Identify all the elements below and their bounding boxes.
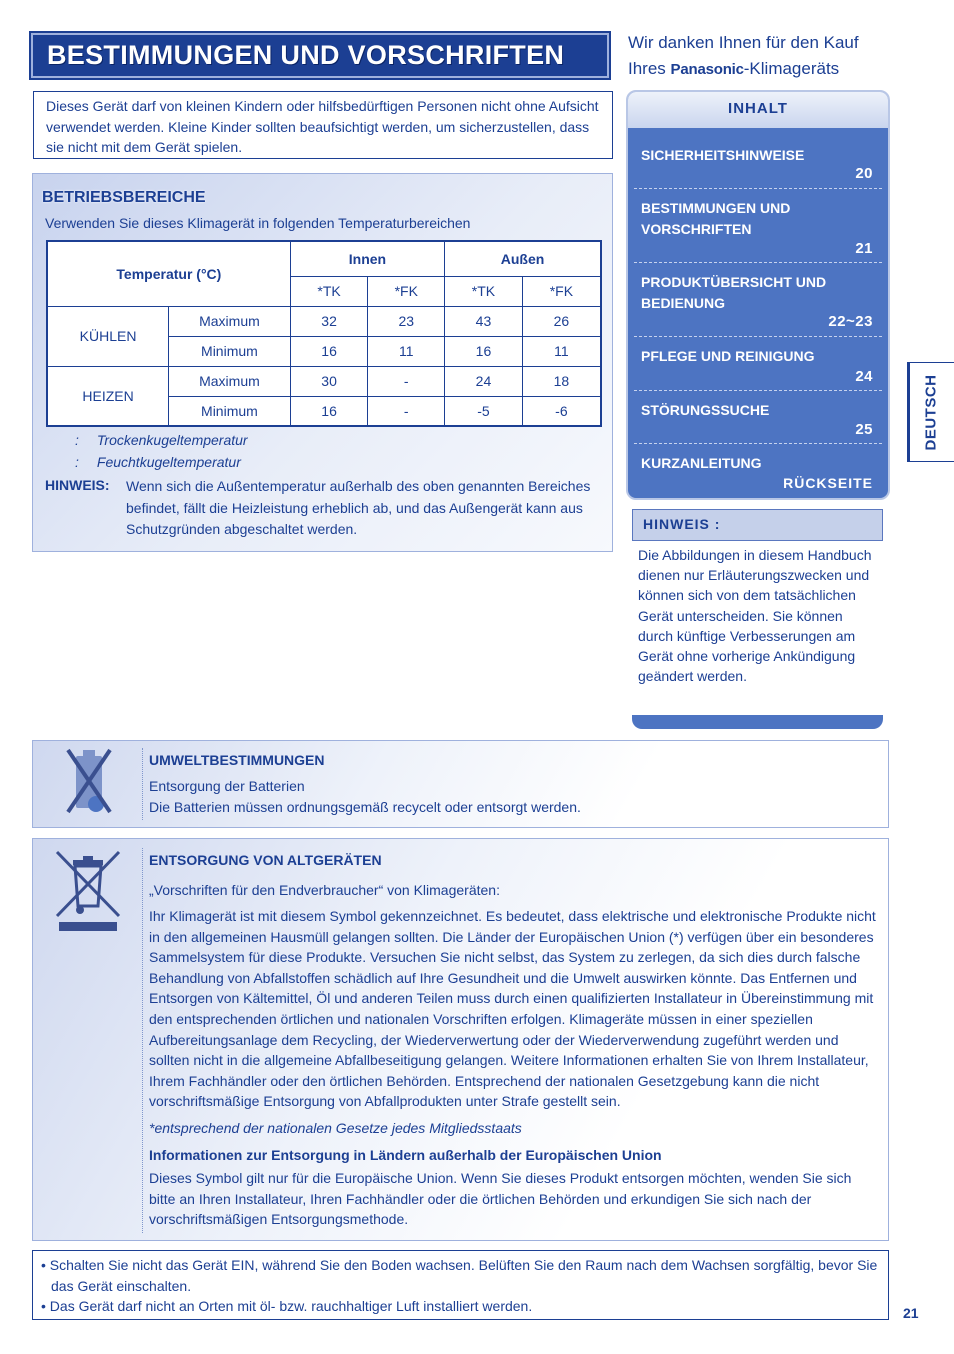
toc-item-label: SICHERHEITSHINWEISE — [641, 147, 805, 163]
crossed-wheelie-bin-icon — [55, 850, 121, 932]
side-note-title: HINWEIS : — [643, 516, 721, 532]
table-level-cell: Maximum — [169, 366, 291, 396]
table-cell: - — [368, 366, 445, 396]
legend-text: Feuchtkugeltemperatur — [96, 454, 241, 470]
table-cell: 23 — [368, 306, 445, 336]
table-cell: 18 — [522, 366, 601, 396]
toc-item-sicherheitshinweise[interactable] — [641, 145, 883, 166]
hint-label: HINWEIS: — [45, 477, 110, 493]
crossed-battery-icon — [62, 746, 116, 816]
toc-item-label: STÖRUNGSSUCHE — [641, 402, 770, 418]
table-cell: 32 — [290, 306, 368, 336]
operating-ranges-intro: Verwenden Sie dieses Klimagerät in folgenden Temperaturbereichen — [45, 215, 471, 231]
table-cell: -6 — [522, 396, 601, 426]
page-title: BESTIMMUNGEN UND VORSCHRIFTEN — [47, 40, 565, 70]
notice-item: • Das Gerät darf nicht an Orten mit öl- bzw. rauchhaltiger Luft installiert werden. — [41, 1298, 533, 1314]
table-level-cell: Minimum — [169, 396, 291, 426]
language-label: DEUTSCH — [922, 373, 940, 451]
thanks-note — [628, 30, 898, 83]
environment-line-1: Entsorgung der Batterien — [149, 778, 305, 794]
table-sub-header: *TK — [290, 276, 368, 306]
table-group-outside: Außen — [445, 241, 601, 276]
toc-header-label: INHALT — [728, 100, 788, 117]
outside-eu-title: Informationen zur Entsorgung in Ländern außerhalb der Europäischen Union — [149, 1147, 662, 1163]
toc-item-label: BESTIMMUNGEN UND VORSCHRIFTEN — [641, 200, 791, 237]
table-corner-header: Temperatur (°C) — [47, 241, 290, 306]
toc-divider — [634, 390, 882, 391]
temperature-range-table — [46, 240, 602, 427]
outside-eu-text: Dieses Symbol gilt nur für die Europäische Union. Wenn Sie dieses Produkt entsorgen möchten, wenden Sie sich bitte an Ihren Installateur, Ihren Fachhändler oder die örtlichen Behörden und erkundigen Sie sich nach der vorschriftsmäßigen Entsorgungsmethode. — [149, 1170, 852, 1228]
thanks-line-1: Wir danken Ihnen für den Kauf — [628, 33, 859, 52]
table-group-inside: Innen — [290, 241, 444, 276]
hint-text: Wenn sich die Außentemperatur außerhalb des oben genannten Bereiches befindet, fällt die Heizleistung erheblich ab, und das Außengerät kann aus Schutzgründen abgeschaltet werden. — [126, 478, 591, 537]
table-cell: 30 — [290, 366, 368, 396]
toc-header — [628, 92, 888, 128]
table-cell: 11 — [522, 336, 601, 366]
page-title-banner — [31, 33, 609, 78]
thanks-line-2 — [628, 56, 898, 83]
table-row — [47, 306, 601, 336]
toc-item-produktuebersicht[interactable] — [641, 272, 883, 314]
toc-divider — [634, 262, 882, 263]
thanks-suffix: -Klimageräts — [743, 59, 840, 78]
thanks-prefix: Ihres — [628, 59, 671, 78]
table-cell: 11 — [368, 336, 445, 366]
language-tab[interactable] — [908, 362, 954, 462]
disposal-intro: „Vorschriften für den Endverbraucher“ von Klimageräten: — [149, 882, 500, 898]
installation-notice — [32, 1250, 889, 1320]
disposal-title: ENTSORGUNG VON ALTGERÄTEN — [149, 852, 382, 868]
table-cell: 16 — [290, 396, 368, 426]
toc-page-number: 25 — [855, 421, 873, 438]
table-cell: - — [368, 396, 445, 426]
toc-item-label: KURZANLEITUNG — [641, 455, 762, 471]
table-mode-cell: HEIZEN — [47, 366, 169, 426]
table-cell: 24 — [445, 366, 523, 396]
toc-page-number: RÜCKSEITE — [783, 475, 873, 491]
child-safety-notice: Dieses Gerät darf von kleinen Kindern oder hilfsbedürftigen Personen nicht ohne Aufsicht verwendet werden. Kleine Kinder sollten beaufsichtigt werden, um sicherzustellen, dass sie nicht mit dem Gerät spielen. — [33, 91, 613, 159]
environment-title: UMWELTBESTIMMUNGEN — [149, 752, 325, 768]
legend-prefix: : — [75, 432, 79, 448]
environment-line-2: Die Batterien müssen ordnungsgemäß recycelt oder entsorgt werden. — [149, 798, 581, 815]
table-sub-header: *FK — [368, 276, 445, 306]
section-divider — [142, 748, 143, 820]
disposal-footnote: *entsprechend der nationalen Gesetze jedes Mitgliedsstaats — [149, 1120, 522, 1136]
toc-item-bestimmungen[interactable] — [641, 198, 883, 240]
table-cell: 16 — [290, 336, 368, 366]
toc-page-number: 20 — [855, 165, 873, 182]
operating-ranges-heading: BETRIEBSBEREICHE — [42, 189, 206, 206]
table-cell: 43 — [445, 306, 523, 336]
side-note-header — [632, 509, 883, 541]
notice-item: • Schalten Sie nicht das Gerät EIN, während Sie den Boden wachsen. Belüften Sie den Raum nach dem Wachsen sorgfältig, bevor Sie das Gerät einschalten. — [41, 1257, 878, 1294]
table-level-cell: Maximum — [169, 306, 291, 336]
toc-item-label: PFLEGE UND REINIGUNG — [641, 348, 815, 364]
table-sub-header: *FK — [522, 276, 601, 306]
toc-item-pflege[interactable] — [641, 346, 883, 367]
legend-text: Trockenkugeltemperatur — [96, 432, 248, 448]
disposal-body: Ihr Klimagerät ist mit diesem Symbol gekennzeichnet. Es bedeutet, dass elektrische und elektronische Produkte nicht in den allgemeinen Hausmüll gelangen sollten. Die Länder der Europäischen Union (*) verfügen über ein besonderes Sammelsystem für diese Produkte. Versuchen Sie nicht selbst, das System zu zerlegen, da sich dies durch falsche Behandlung von Abfallstoffen schädlich auf Ihre Gesundheit und die Umwelt auswirken könnte. Das Entfernen und Entsorgen von Kältemittel, Öl und anderen Teilen muss durch einen qualifizierten Installateur in Übereinstimmung mit den entsprechenden örtlichen und nationalen Vorschriften erfolgen. Klimageräte müssen in einer speziellen Aufbereitungsanlage dem Recycling, der Wiederverwertung oder der Wiederverwendung zugeführt werden und sollten nicht in die allgemeine Abfallbeseitigung gelangen. Weitere Informationen erhalten Sie von Ihrem Installateur, Ihrem Fachhändler oder den örtlichen Behörden. Entsprechend der nationalen Gesetzgebung kann die nicht vorschriftsmäßige Entsorgung von Abfallprodukten unter Strafe gestellt sein. — [149, 908, 876, 1110]
environment-text — [149, 776, 881, 817]
legend-prefix: : — [75, 454, 79, 470]
legend-wet-bulb — [75, 454, 241, 470]
toc-page-number: 24 — [855, 368, 873, 385]
section-divider — [142, 848, 143, 1233]
table-cell: 26 — [522, 306, 601, 336]
toc-page-number: 21 — [855, 240, 873, 257]
toc-item-label: PRODUKTÜBERSICHT UND BEDIENUNG — [641, 274, 827, 311]
toc-page-number: 22~23 — [828, 313, 873, 330]
page-number: 21 — [903, 1305, 919, 1321]
toc-divider — [634, 336, 882, 337]
table-sub-header: *TK — [445, 276, 523, 306]
side-note-text: Die Abbildungen in diesem Handbuch dienen nur Erläuterungszwecken und können sich von dem tatsächlichen Gerät unterscheiden. Sie können durch künftige Verbesserungen am Gerät ohne vorherige Ankündigung geändert werden. — [632, 541, 883, 729]
toc-item-kurzanleitung[interactable] — [641, 453, 883, 474]
legend-dry-bulb — [75, 432, 248, 448]
toc-item-stoerungssuche[interactable] — [641, 400, 883, 421]
table-cell: -5 — [445, 396, 523, 426]
table-mode-cell: KÜHLEN — [47, 306, 169, 366]
toc-divider — [634, 443, 882, 444]
brand-name: Panasonic — [670, 61, 744, 78]
toc-divider — [634, 188, 882, 189]
table-row — [47, 366, 601, 396]
table-cell: 16 — [445, 336, 523, 366]
table-level-cell: Minimum — [169, 336, 291, 366]
